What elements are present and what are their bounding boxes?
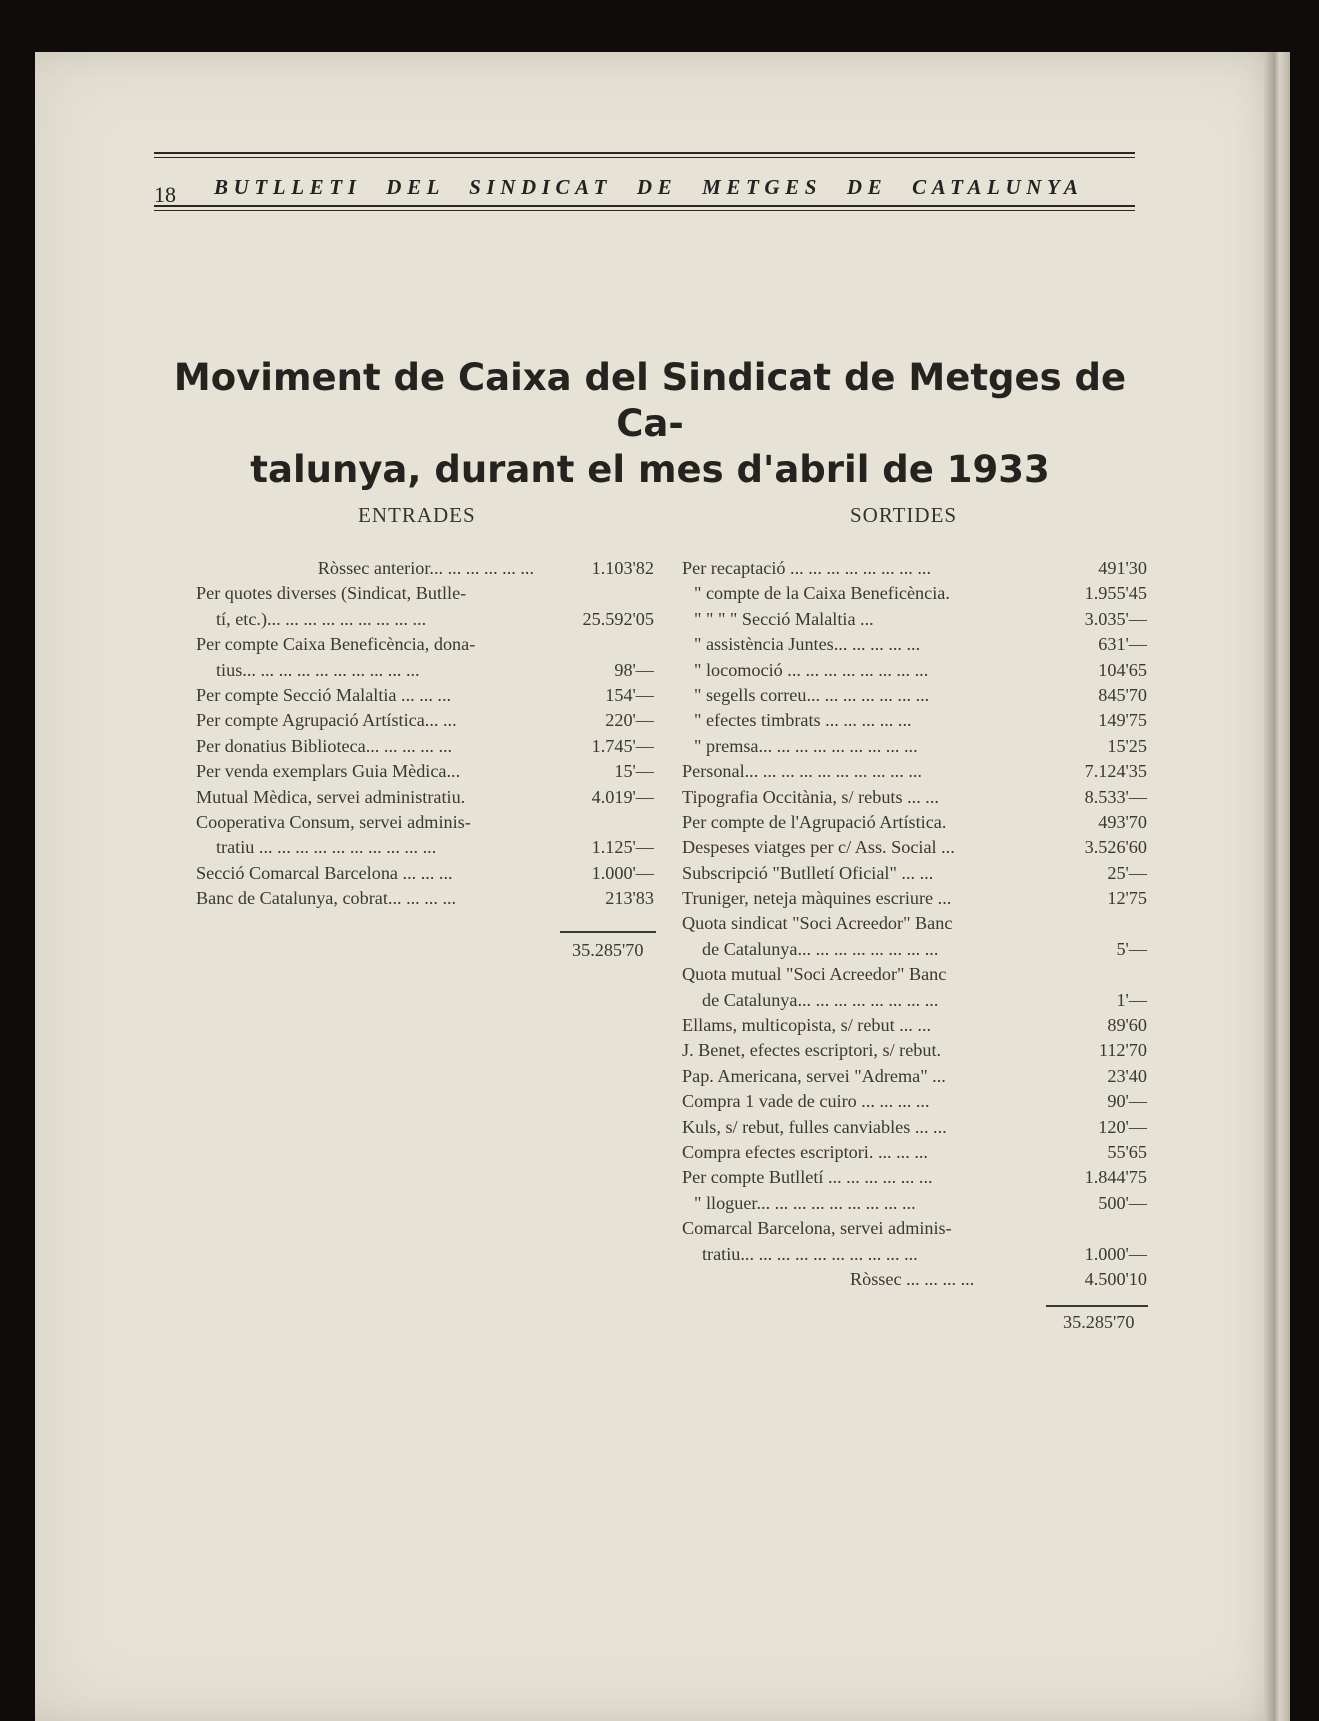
- entrades-row: [196, 632, 654, 657]
- entrades-row: [196, 607, 654, 632]
- sortides-row: [682, 581, 1147, 606]
- entrades-row-amount: 25.592'05: [582, 608, 654, 629]
- entrades-row-amount: 98'—: [614, 659, 654, 680]
- sortides-row-label: " " " " Secció Malaltia ...: [694, 608, 874, 629]
- sortides-row: [682, 683, 1147, 708]
- sortides-row-label: " premsa... ... ... ... ... ... ... ... ...: [694, 735, 918, 756]
- sortides-row-amount: 12'75: [1107, 888, 1147, 909]
- sortides-row-amount: 7.124'35: [1084, 761, 1147, 782]
- sortides-row-amount: 3.526'60: [1084, 837, 1147, 858]
- entrades-row: [196, 658, 654, 683]
- entrades-row-amount: 1.745'—: [591, 735, 654, 756]
- sortides-list: [682, 556, 1147, 1292]
- sortides-row: [682, 607, 1147, 632]
- sortides-row-amount: 23'40: [1107, 1065, 1147, 1086]
- sortides-row-amount: 89'60: [1107, 1015, 1147, 1036]
- sortides-row-label: Subscripció "Butlletí Oficial" ... ...: [682, 862, 934, 883]
- sortides-row-label: Tipografia Occitània, s/ rebuts ... ...: [682, 786, 939, 807]
- sortides-row-label: " lloguer... ... ... ... ... ... ... ... ...: [694, 1192, 916, 1213]
- sortides-row-amount: 15'25: [1107, 735, 1147, 756]
- entrades-row: [196, 683, 654, 708]
- article-title-line-1: Moviment de Caixa del Sindicat de Metges de Ca-: [173, 356, 1127, 445]
- entrades-row-label: Secció Comarcal Barcelona ... ... ...: [196, 862, 453, 883]
- sortides-row: [682, 556, 1147, 581]
- sortides-row-amount: 1.000'—: [1084, 1243, 1147, 1264]
- sortides-row: [682, 708, 1147, 733]
- sortides-row-amount: 1'—: [1116, 989, 1147, 1010]
- sortides-row-amount: 4.500'10: [1084, 1268, 1147, 1289]
- page-number: 18: [154, 182, 176, 207]
- sortides-row: [682, 1013, 1147, 1038]
- sortides-row-label: Personal... ... ... ... ... ... ... ... ... ...: [682, 761, 922, 782]
- entrades-total: 35.285'70: [572, 940, 644, 960]
- sortides-row-label: Per recaptació ... ... ... ... ... ... ... ...: [682, 558, 932, 578]
- sortides-total: 35.285'70: [1063, 1312, 1135, 1332]
- entrades-row-amount: 1.000'—: [591, 862, 654, 883]
- sortides-row-amount: 90'—: [1107, 1091, 1147, 1112]
- sortides-row-label: Quota sindicat "Soci Acreedor" Banc: [682, 913, 953, 934]
- entrades-row-label: Cooperativa Consum, servei adminis-: [196, 811, 471, 832]
- entrades-heading: ENTRADES: [358, 503, 476, 527]
- sortides-row-amount: 8.533'—: [1084, 786, 1147, 807]
- sortides-row-label: " locomoció ... ... ... ... ... ... ... ...: [694, 659, 929, 680]
- sortides-row-amount: 104'65: [1098, 659, 1147, 680]
- entrades-row: [196, 556, 654, 581]
- header-rule-bottom-thin: [154, 210, 1135, 211]
- entrades-row-label: Banc de Catalunya, cobrat... ... ... ...: [196, 888, 457, 909]
- entrades-row: [196, 734, 654, 759]
- entrades-row-label: tí, etc.)... ... ... ... ... ... ... ... ...: [216, 608, 427, 629]
- sortides-row-amount: 1.955'45: [1084, 583, 1147, 604]
- sortides-row: [682, 759, 1147, 784]
- sortides-row: [682, 988, 1147, 1013]
- sortides-row: [682, 1165, 1147, 1190]
- sortides-row-label: Per compte de l'Agrupació Artística.: [682, 811, 947, 832]
- sortides-row-amount: 845'70: [1098, 684, 1147, 705]
- entrades-row-label: tratiu ... ... ... ... ... ... ... ... ... ...: [216, 837, 437, 858]
- journal-title: BUTLLETI DEL SINDICAT DE METGES DE CATALUNYA: [214, 175, 1084, 199]
- sortides-row-label: Pap. Americana, servei "Adrema" ...: [682, 1065, 946, 1086]
- sortides-row-label: Ellams, multicopista, s/ rebut ... ...: [682, 1015, 932, 1036]
- entrades-row: [196, 886, 654, 911]
- header-rule-bottom: [154, 205, 1135, 207]
- sortides-row-label: J. Benet, efectes escriptori, s/ rebut.: [682, 1040, 942, 1061]
- entrades-row-label: Mutual Mèdica, servei administratiu.: [196, 786, 466, 807]
- sortides-row-amount: 120'—: [1098, 1116, 1147, 1137]
- sortides-row: [682, 1064, 1147, 1089]
- entrades-row-amount: 154'—: [605, 684, 654, 705]
- running-header: [154, 172, 1135, 207]
- sortides-row: [682, 1115, 1147, 1140]
- entrades-row-label: Per donatius Biblioteca... ... ... ... ...: [196, 735, 453, 756]
- entrades-row-label: Per compte Agrupació Artística... ...: [196, 710, 457, 731]
- sortides-row: [682, 632, 1147, 657]
- sortides-row-amount: 500'—: [1098, 1192, 1147, 1213]
- entrades-row-label: Per compte Secció Malaltia ... ... ...: [196, 684, 452, 705]
- sortides-row: [682, 911, 1147, 936]
- sortides-row: [682, 1089, 1147, 1114]
- sortides-row-label: Compra efectes escriptori. ... ... ...: [682, 1141, 928, 1162]
- sortides-row-label: Despeses viatges per c/ Ass. Social ...: [682, 837, 955, 858]
- sortides-row-amount: 491'30: [1098, 558, 1147, 578]
- entrades-row: [196, 810, 654, 835]
- sortides-row-label: Quota mutual "Soci Acreedor" Banc: [682, 964, 947, 985]
- entrades-row: [196, 835, 654, 860]
- entrades-row-amount: 1.125'—: [591, 837, 654, 858]
- sortides-row: [682, 734, 1147, 759]
- sortides-row: [682, 1038, 1147, 1063]
- header-rule-top: [154, 152, 1135, 154]
- sortides-row: [682, 658, 1147, 683]
- entrades-row-amount: 213'83: [605, 888, 654, 909]
- entrades-row-amount: 220'—: [605, 710, 654, 731]
- sortides-row-label: Kuls, s/ rebut, fulles canviables ... ...: [682, 1116, 947, 1137]
- sortides-row: [682, 1140, 1147, 1165]
- sortides-row-amount: 493'70: [1098, 811, 1147, 832]
- sortides-row-amount: 3.035'—: [1084, 608, 1147, 629]
- sortides-row-amount: 55'65: [1107, 1141, 1147, 1162]
- sortides-row: [682, 886, 1147, 911]
- entrades-row: [196, 861, 654, 886]
- entrades-sum-rule: [560, 931, 656, 933]
- sortides-row: [682, 1267, 1147, 1292]
- sortides-row-amount: 1.844'75: [1084, 1167, 1147, 1188]
- sortides-row-label: Ròssec ... ... ... ...: [850, 1268, 975, 1289]
- sortides-row-label: de Catalunya... ... ... ... ... ... ... ...: [702, 938, 939, 959]
- entrades-row-label: Per venda exemplars Guia Mèdica...: [196, 761, 461, 782]
- sortides-row-amount: 5'—: [1116, 938, 1147, 959]
- sortides-row-amount: 25'—: [1107, 862, 1147, 883]
- sortides-row: [682, 861, 1147, 886]
- entrades-row: [196, 759, 654, 784]
- sortides-row-label: de Catalunya... ... ... ... ... ... ... ...: [702, 989, 939, 1010]
- entrades-row-amount: 4.019'—: [591, 786, 654, 807]
- entrades-row-amount: 1.103'82: [591, 558, 654, 578]
- sortides-row-label: Comarcal Barcelona, servei adminis-: [682, 1218, 952, 1239]
- sortides-row: [682, 1216, 1147, 1241]
- sortides-row-label: " compte de la Caixa Beneficència.: [694, 583, 950, 604]
- sortides-row: [682, 810, 1147, 835]
- sortides-row-amount: 112'70: [1098, 1040, 1147, 1061]
- entrades-row-label: tius... ... ... ... ... ... ... ... ... ...: [216, 659, 420, 680]
- entrades-row-label: Per compte Caixa Beneficència, dona-: [196, 634, 476, 655]
- entrades-row-label: Per quotes diverses (Sindicat, Butlle-: [196, 583, 467, 604]
- sortides-row: [682, 785, 1147, 810]
- sortides-row-amount: 631'—: [1098, 634, 1147, 655]
- sortides-row-label: Per compte Butlletí ... ... ... ... ... ...: [682, 1167, 933, 1188]
- sortides-row: [682, 962, 1147, 987]
- entrades-row-amount: 15'—: [614, 761, 654, 782]
- sortides-row-label: Compra 1 vade de cuiro ... ... ... ...: [682, 1091, 930, 1112]
- sortides-row-label: " assistència Juntes... ... ... ... ...: [694, 634, 921, 655]
- sortides-row: [682, 835, 1147, 860]
- sortides-sum-rule: [1046, 1305, 1148, 1307]
- entrades-row: [196, 785, 654, 810]
- entrades-row: [196, 581, 654, 606]
- sortides-row-label: " segells correu... ... ... ... ... ... ...: [694, 684, 930, 705]
- sortides-row-amount: 149'75: [1098, 710, 1147, 731]
- sortides-row-label: Truniger, neteja màquines escriure ...: [682, 888, 952, 909]
- sortides-row-label: " efectes timbrats ... ... ... ... ...: [694, 710, 912, 731]
- sortides-row: [682, 937, 1147, 962]
- entrades-row: [196, 708, 654, 733]
- sortides-heading: SORTIDES: [850, 503, 958, 527]
- header-rule-top-thin: [154, 157, 1135, 158]
- page-edge: [1264, 52, 1290, 1721]
- sortides-row: [682, 1242, 1147, 1267]
- article-title-line-2: talunya, durant el mes d'abril de 1933: [250, 448, 1050, 491]
- sortides-row-label: tratiu... ... ... ... ... ... ... ... ... ...: [702, 1243, 918, 1264]
- entrades-row-label: Ròssec anterior... ... ... ... ... ...: [317, 558, 534, 578]
- entrades-list: [196, 556, 654, 911]
- sortides-row: [682, 1191, 1147, 1216]
- article-title: [150, 355, 1150, 493]
